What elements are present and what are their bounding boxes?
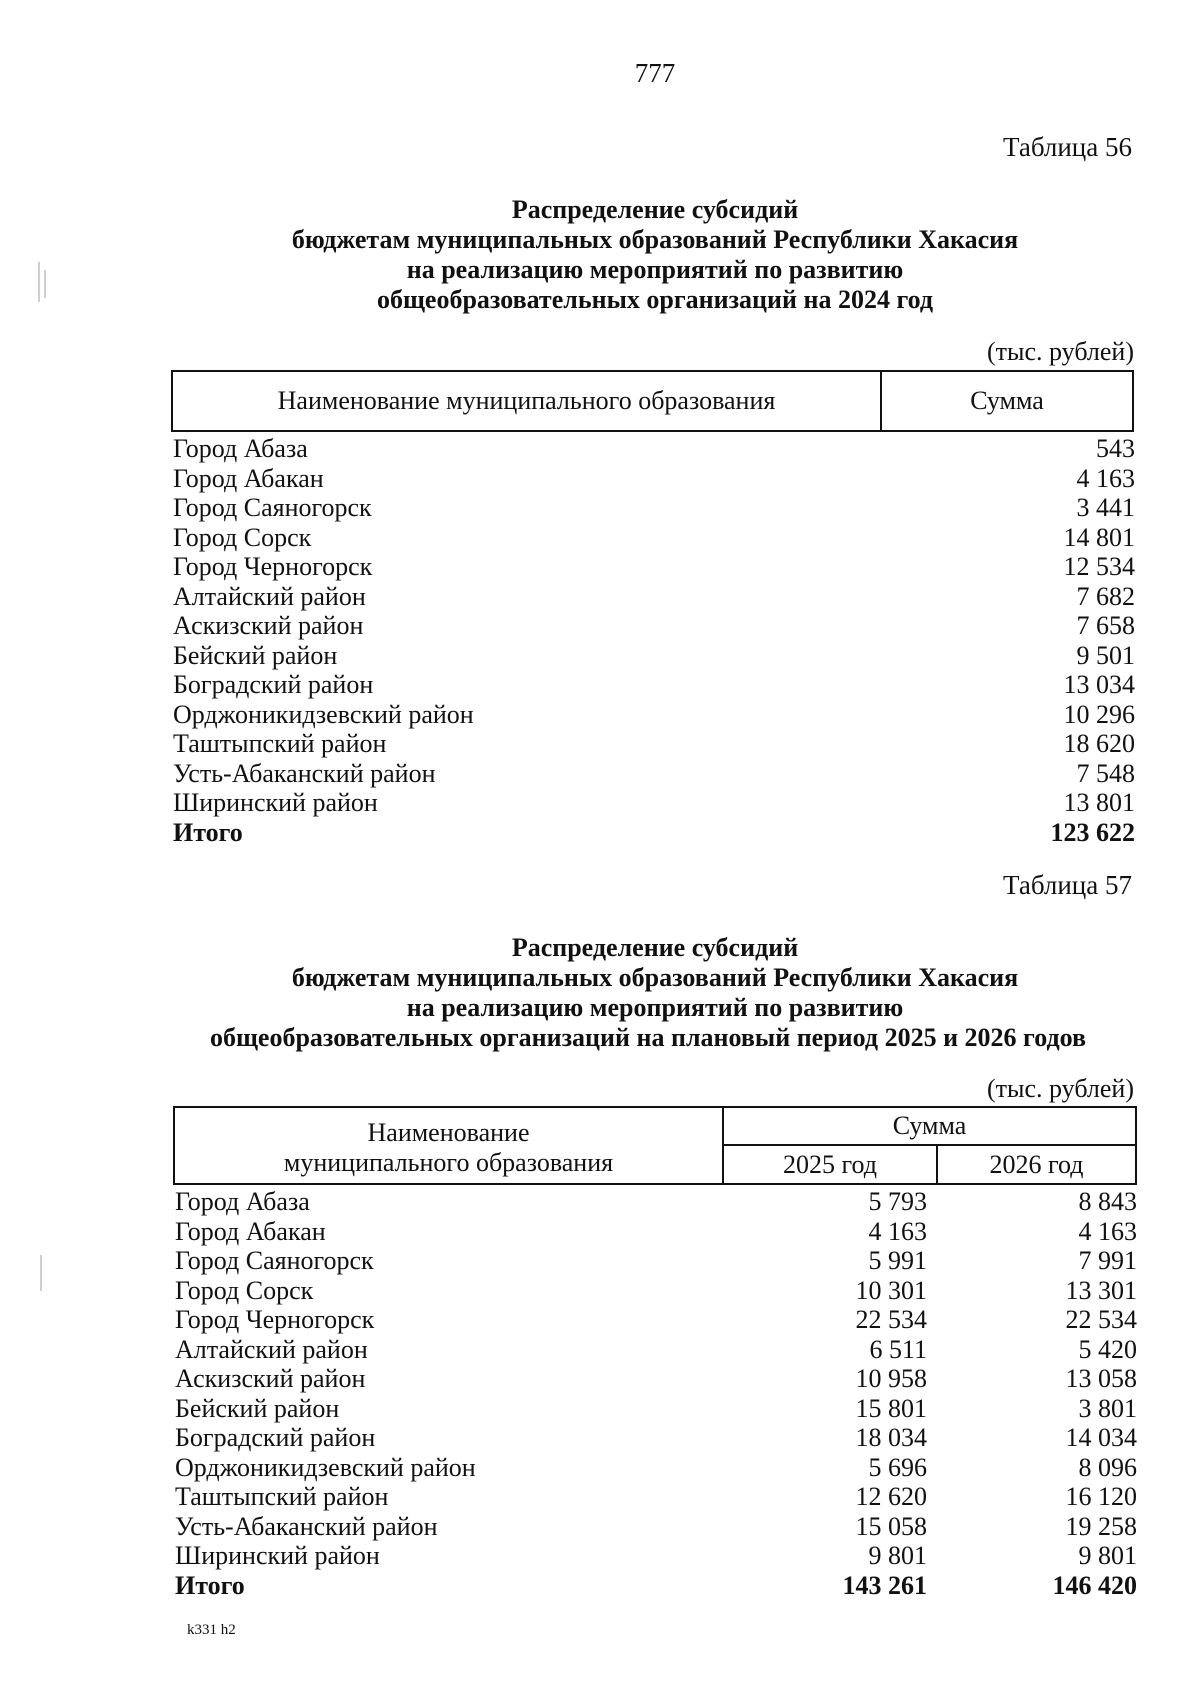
row-value-2026: 16 120 [1065,1482,1137,1511]
footer-code: k331 h2 [187,1622,236,1638]
table-row [173,493,1135,523]
table-56-units: (тыс. рублей) [986,337,1134,366]
column-header-name [175,1112,722,1183]
row-name: Город Абаза [175,1187,310,1216]
page-number: 777 [634,58,676,88]
title-line: бюджетам муниципальных образований Республики Хакасия [291,225,1019,254]
row-value: 18 620 [1063,729,1135,758]
row-value-2025: 18 034 [855,1423,927,1452]
column-header-name: Наименование муниципального образования [277,386,776,415]
table-row [173,582,1135,612]
column-header-2026: 2026 год [989,1149,1084,1179]
table-row [175,1305,1137,1335]
row-name: Таштыпский район [175,1482,389,1511]
row-name: Орджоникидзевский район [175,1452,476,1482]
row-value-2026: 5 420 [1078,1334,1137,1364]
row-value-2026: 22 534 [1065,1305,1137,1334]
table-row [173,700,1135,730]
row-value-2025: 6 511 [869,1334,927,1364]
scan-artifact [40,1255,42,1291]
row-value: 12 534 [1063,552,1135,581]
total-label: Итого [175,1570,245,1600]
row-value-2025: 5 793 [868,1187,927,1216]
table-57-body [175,1187,1137,1600]
table-row [175,1217,1137,1247]
row-value-2026: 4 163 [1078,1216,1137,1246]
row-value-2025: 15 801 [855,1393,927,1423]
title-line: общеобразовательных организаций на 2024 год [376,285,934,314]
row-value-2025: 4 163 [868,1216,927,1246]
row-name: Город Абакан [175,1216,326,1246]
row-value-2026: 9 801 [1078,1541,1137,1570]
row-value: 10 296 [1063,699,1135,729]
table-row [175,1453,1137,1483]
total-value: 123 622 [1050,817,1135,847]
title-line: общеобразовательных организаций на плановый период 2025 и 2026 годов [209,1023,1086,1052]
table-row [173,729,1135,759]
total-row [175,1571,1137,1601]
header-name-line: Наименование [367,1117,530,1147]
header-name-line: муниципального образования [283,1147,614,1177]
row-value: 4 163 [1076,463,1135,493]
row-name: Город Черногорск [175,1305,375,1334]
row-value: 14 801 [1063,522,1135,552]
row-name: Боградский район [175,1423,376,1452]
row-value-2025: 10 301 [855,1275,927,1305]
title-line: на реализацию мероприятий по развитию [406,255,904,284]
table-56-title [0,195,1200,315]
table-row [175,1187,1137,1217]
total-row [173,818,1135,848]
total-value-2026: 146 420 [1052,1570,1137,1600]
row-value-2026: 14 034 [1065,1423,1137,1452]
table-row [173,641,1135,671]
row-name: Город Саяногорск [173,493,372,522]
table-row [175,1423,1137,1453]
table-row [175,1335,1137,1365]
row-name: Аскизский район [175,1364,366,1393]
row-value: 3 441 [1076,493,1135,522]
table-57-label: Таблица 57 [1003,870,1132,900]
row-value-2025: 9 801 [868,1541,927,1570]
row-name: Усть-Абаканский район [173,758,436,788]
row-name: Алтайский район [175,1334,368,1364]
row-value-2025: 22 534 [855,1305,927,1334]
row-value-2025: 10 958 [855,1364,927,1393]
title-line: Распределение субсидий [511,933,799,962]
row-name: Город Абакан [173,463,324,493]
table-row [175,1246,1137,1276]
title-line: Распределение субсидий [511,195,799,224]
row-value-2025: 12 620 [855,1482,927,1511]
row-name: Город Сорск [173,522,312,552]
row-value-2026: 19 258 [1065,1511,1137,1541]
row-value: 7 682 [1076,581,1135,611]
row-name: Усть-Абаканский район [175,1511,438,1541]
row-value: 7 658 [1076,611,1135,640]
table-row [175,1394,1137,1424]
row-name: Ширинский район [173,788,378,817]
table-row [175,1276,1137,1306]
table-row [175,1541,1137,1571]
row-name: Город Саяногорск [175,1246,374,1275]
table-row [173,611,1135,641]
row-value-2025: 5 991 [868,1246,927,1275]
column-header-sum: Сумма [970,386,1044,415]
row-name: Аскизский район [173,611,364,640]
table-57-units: (тыс. рублей) [986,1074,1134,1103]
table-row [173,552,1135,582]
row-value: 7 548 [1076,758,1135,788]
column-header-2025: 2025 год [783,1149,877,1179]
row-value-2026: 8 843 [1078,1187,1137,1216]
table-row [175,1482,1137,1512]
table-row [173,670,1135,700]
row-name: Бейский район [175,1393,340,1423]
row-value-2026: 13 058 [1065,1364,1137,1393]
row-value-2025: 15 058 [855,1511,927,1541]
total-label: Итого [173,817,243,847]
row-name: Алтайский район [173,581,366,611]
table-row [173,759,1135,789]
row-value: 9 501 [1076,640,1135,670]
row-name: Город Абаза [173,434,308,463]
column-header-sum: Сумма [892,1111,967,1140]
table-57-header [173,1106,1137,1185]
row-name: Боградский район [173,670,374,699]
row-value-2026: 13 301 [1065,1275,1137,1305]
row-name: Таштыпский район [173,729,387,758]
row-value: 543 [1096,434,1135,463]
table-row [175,1512,1137,1542]
title-line: бюджетам муниципальных образований Республики Хакасия [291,963,1019,992]
table-row [175,1364,1137,1394]
table-56-label: Таблица 56 [1003,132,1132,162]
table-56-header [171,370,1134,432]
total-value-2025: 143 261 [842,1570,927,1600]
table-row [173,788,1135,818]
table-row [173,434,1135,464]
table-row [173,464,1135,494]
table-row [173,523,1135,553]
row-name: Город Сорск [175,1275,314,1305]
row-value: 13 801 [1063,788,1135,817]
row-value-2025: 5 696 [868,1452,927,1482]
row-name: Бейский район [173,640,338,670]
row-name: Ширинский район [175,1541,380,1570]
row-value-2026: 3 801 [1078,1393,1137,1423]
row-value: 13 034 [1063,670,1135,699]
row-value-2026: 7 991 [1078,1246,1137,1275]
table-56-body [173,434,1135,847]
title-line: на реализацию мероприятий по развитию [406,993,904,1022]
table-57-title [0,933,1200,1053]
row-name: Город Черногорск [173,552,373,581]
row-name: Орджоникидзевский район [173,699,474,729]
row-value-2026: 8 096 [1078,1452,1137,1482]
